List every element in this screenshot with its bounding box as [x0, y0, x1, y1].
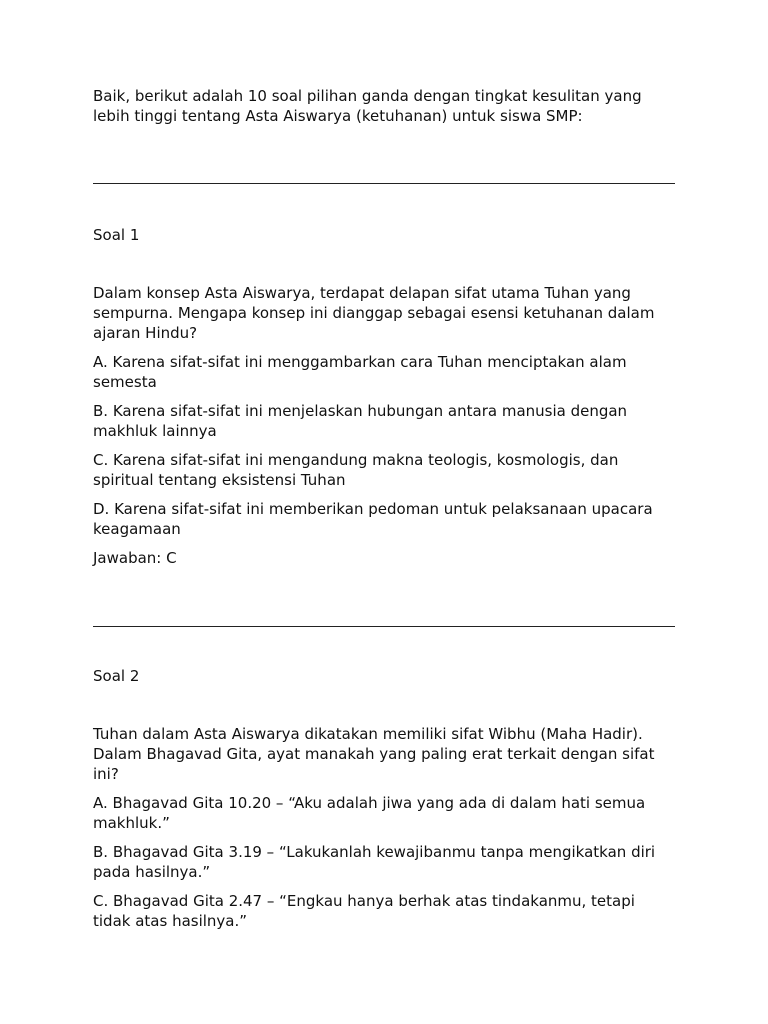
question-1-text: Dalam konsep Asta Aiswarya, terdapat delapan sifat utama Tuhan yang sempurna. Mengapa konsep ini dianggap sebagai esensi ketuhanan dalam ajaran Hindu?: [93, 284, 655, 342]
question-1-heading: Soal 1: [93, 226, 140, 244]
question-1-block: [93, 283, 675, 577]
question-2-block: [93, 724, 675, 940]
question-1-option-d: D. Karena sifat-sifat ini memberikan pedoman untuk pelaksanaan upacara keagamaan: [93, 500, 653, 538]
question-1-option-b: B. Karena sifat-sifat ini menjelaskan hubungan antara manusia dengan makhluk lainnya: [93, 402, 628, 440]
horizontal-divider: [93, 626, 675, 627]
question-2-heading: Soal 2: [93, 667, 140, 685]
question-2-option-a: A. Bhagavad Gita 10.20 – “Aku adalah jiwa yang ada di dalam hati semua makhluk.”: [93, 794, 646, 832]
question-2-option-b: B. Bhagavad Gita 3.19 – “Lakukanlah kewajibanmu tanpa mengikatkan diri pada hasilnya.”: [93, 843, 656, 881]
question-2-option-c: C. Bhagavad Gita 2.47 – “Engkau hanya berhak atas tindakanmu, tetapi tidak atas hasilnya.”: [93, 892, 635, 930]
question-1-answer: Jawaban: C: [93, 549, 177, 567]
horizontal-divider: [93, 183, 675, 184]
intro-paragraph: Baik, berikut adalah 10 soal pilihan ganda dengan tingkat kesulitan yang lebih tinggi tentang Asta Aiswarya (ketuhanan) untuk siswa SMP:: [93, 87, 642, 125]
question-1-option-c: C. Karena sifat-sifat ini mengandung makna teologis, kosmologis, dan spiritual tentang eksistensi Tuhan: [93, 451, 619, 489]
question-1-option-a: A. Karena sifat-sifat ini menggambarkan cara Tuhan menciptakan alam semesta: [93, 353, 627, 391]
question-2-text: Tuhan dalam Asta Aiswarya dikatakan memiliki sifat Wibhu (Maha Hadir). Dalam Bhagavad Gita, ayat manakah yang paling erat terkait dengan sifat ini?: [93, 725, 655, 783]
